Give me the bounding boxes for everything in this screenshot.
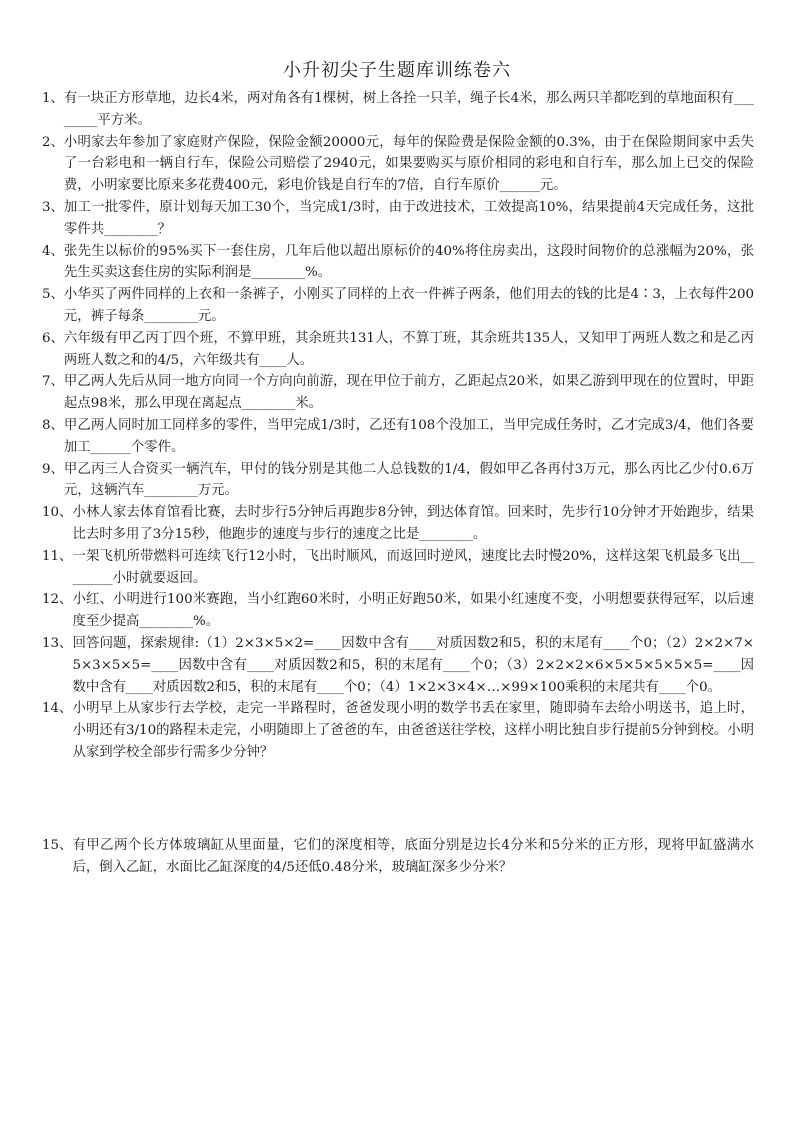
question-12 (42, 589, 754, 633)
question-number: 7、 (42, 374, 64, 390)
question-number: 3、 (42, 199, 64, 215)
question-15 (42, 835, 754, 879)
question-text: 加工一批零件，原计划每天加工30个，当完成1/3时，由于改进技术，工效提高10%，结果提前4天完成任务，这批零件共________？ (63, 199, 754, 237)
question-2 (42, 132, 754, 197)
question-14 (42, 698, 754, 763)
question-number: 8、 (42, 417, 64, 433)
question-number: 13、 (42, 635, 73, 651)
question-text: 甲乙两人同时加工同样多的零件，当甲完成1/3时，乙还有108个没加工，当甲完成任务时，乙才完成3/4，他们各要加工______个零件。 (63, 417, 754, 455)
question-1 (42, 88, 754, 132)
question-text: 小明家去年参加了家庭财产保险，保险金额20000元，每年的保险费是保险金额的0.3%，由于在保险期间家中丢失了一台彩电和一辆自行车，保险公司赔偿了2940元，如果要购买与原价相同的彩电和自行车，那么加上已交的保险费，小明家要比原来多花费400元，彩电价钱是自行车的7倍，自行车原价______元。 (63, 134, 754, 194)
question-11 (42, 546, 754, 590)
question-number: 10、 (42, 505, 73, 521)
question-4 (42, 241, 754, 285)
question-3 (42, 197, 754, 241)
question-text: 小红、小明进行100米赛跑，当小红跑60米时，小明正好跑50米，如果小红速度不变，小明想要获得冠军，以后速度至少提高________%。 (72, 592, 754, 630)
question-number: 6、 (42, 330, 64, 346)
question-number: 5、 (42, 287, 64, 303)
question-text: 有甲乙两个长方体玻璃缸从里面量，它们的深度相等，底面分别是边长4分米和5分米的正方形，现将甲缸盛满水后，倒入乙缸，水面比乙缸深度的4/5还低0.48分米，玻璃缸深多少分米？ (72, 837, 754, 875)
question-text: 一架飞机所带燃料可连续飞行12小时，飞出时顺风，而返回时逆风，速度比去时慢20%，这样这架飞机最多飞出________小时就要返回。 (72, 548, 754, 586)
question-text: 六年级有甲乙丙丁四个班，不算甲班，其余班共131人，不算丁班，其余班共135人，又知甲丁两班人数之和是乙丙两班人数之和的4/5，六年级共有____人。 (63, 330, 754, 368)
question-number: 2、 (42, 134, 64, 150)
question-text: 小林人家去体育馆看比赛，去时步行5分钟后再跑步8分钟，到达体育馆。回来时，先步行10分钟才开始跑步，结果比去时多用了3分15秒，他跑步的速度与步行的速度之比是________。 (72, 505, 754, 542)
question-number: 1、 (42, 91, 64, 106)
question-number: 4、 (42, 243, 64, 259)
question-number: 11、 (42, 548, 73, 564)
question-10 (42, 502, 754, 546)
question-5 (42, 284, 754, 328)
question-text: 甲乙两人先后从同一地方向同一个方向向前游，现在甲位于前方，乙距起点20米，如果乙游到甲现在的位置时，甲距起点98米，那么甲现在离起点________米。 (63, 374, 754, 412)
question-text: 甲乙丙三人合资买一辆汽车，甲付的钱分别是其他二人总钱数的1/4，假如甲乙各再付3万元，那么丙比乙少付0.6万元，这辆汽车________万元。 (63, 461, 754, 499)
question-number: 14、 (42, 701, 73, 717)
question-13 (42, 633, 754, 698)
question-number: 12、 (42, 592, 73, 608)
question-text: 小明早上从家步行去学校，走完一半路程时，爸爸发现小明的数学书丢在家里，随即骑车去给小明送书，追上时，小明还有3/10的路程未走完，小明随即上了爸爸的车，由爸爸送往学校，这样小明比独自步行提前5分钟到校。小明从家到学校全部步行需多少分钟？ (72, 701, 754, 760)
page-title: 小升初尖子生题库训练卷六 (283, 60, 511, 81)
question-8 (42, 415, 754, 459)
question-text: 张先生以标价的95%买下一套住房，几年后他以超出原标价的40%将住房卖出，这段时间物价的总涨幅为20%，张先生买卖这套住房的实际利润是________%。 (63, 243, 754, 281)
question-9 (42, 459, 754, 503)
question-number: 9、 (42, 461, 64, 477)
question-7 (42, 371, 754, 415)
question-list (42, 88, 754, 878)
question-text: 有一块正方形草地，边长4米，两对角各有1棵树，树上各拴一只羊，绳子长4米，那么两只羊都吃到的草地面积有________平方米。 (63, 91, 754, 128)
question-text: 回答问题，探索规律:（1）2×3×5×2=____因数中含有____对质因数2和5，积的末尾有____个0；（2）2×2×7×5×3×5×5=____因数中含有____对质因数2和5，积的末尾有____个0；（3）2×2×2×6×5×5×5×5×5=____因数中含有____对质因数2和5，积的末尾有____个0；（4）1×2×3×4×…×99×100乘积的末尾共有____个0。 (72, 635, 754, 695)
question-text: 小华买了两件同样的上衣和一条裤子，小刚买了同样的上衣一件裤子两条，他们用去的钱的比是4∶3，上衣每件200元，裤子每条________元。 (63, 287, 754, 324)
question-number: 15、 (42, 837, 73, 853)
question-6 (42, 328, 754, 372)
